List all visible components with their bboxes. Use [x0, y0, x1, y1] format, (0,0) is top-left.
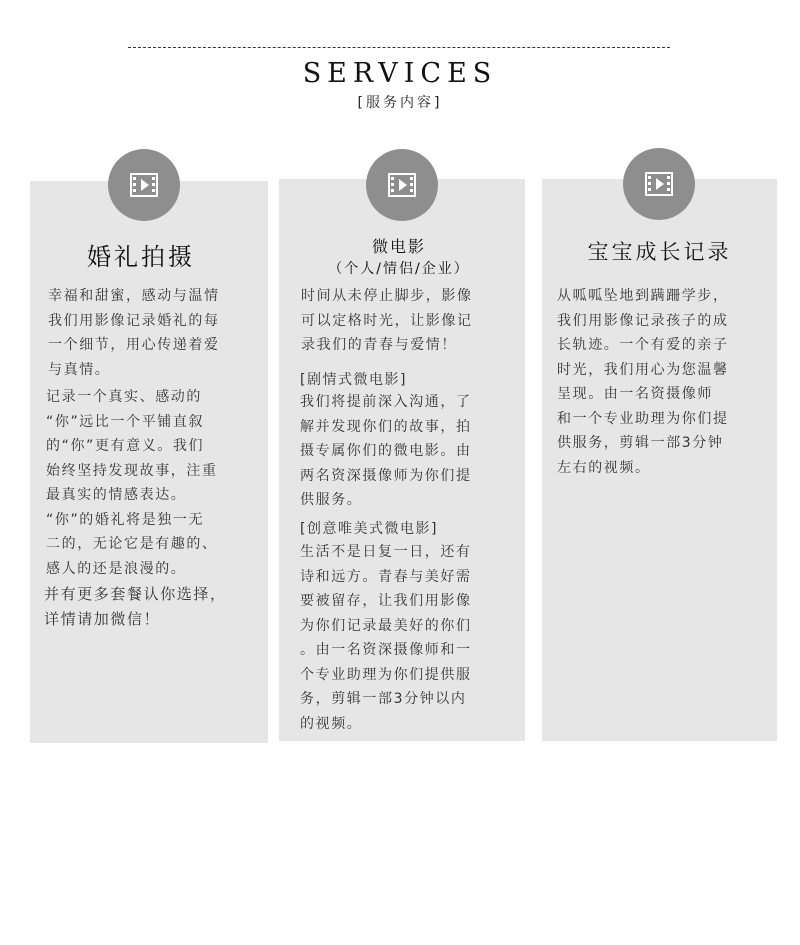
text-line: 我们用影像记录孩子的成	[557, 312, 729, 329]
card-title-wedding: 婚礼拍摄	[87, 243, 195, 271]
text-line: 呈现。由一名资摄像师	[557, 386, 713, 402]
text-line: 从呱呱坠地到蹒跚学步，	[557, 288, 729, 304]
card-text-block	[300, 390, 472, 513]
film-icon-badge	[366, 149, 438, 221]
text-line: 录我们的青春与爱情！	[301, 337, 457, 353]
text-line: 二的，无论它是有趣的、	[46, 536, 218, 552]
page-title: SERVICES	[302, 58, 498, 89]
text-line: 我们用影像记录婚礼的每	[48, 312, 220, 329]
film-icon	[130, 171, 158, 199]
film-icon-badge	[623, 148, 695, 220]
text-line: 长轨迹。一个有爱的亲子	[557, 337, 729, 353]
section-tag: [创意唯美式微电影]	[300, 521, 438, 537]
card-text-block	[557, 284, 729, 480]
text-line: 始终坚持发现故事，注重	[46, 462, 218, 479]
text-line: 我们将提前深入沟通，了	[300, 394, 472, 410]
text-line: 解并发现你们的故事，拍	[300, 418, 472, 435]
page-subtitle: [服务内容]	[357, 95, 443, 111]
card-text-block	[300, 540, 472, 736]
card-text-block	[46, 385, 218, 581]
text-line: 感人的还是浪漫的。	[46, 560, 187, 577]
text-line: 供服务，剪辑一部3分钟	[557, 435, 724, 451]
text-line: 和一个专业助理为你们提	[557, 410, 729, 427]
text-line: 供服务。	[300, 492, 363, 508]
card-text-block	[48, 284, 220, 382]
text-line: 记录一个真实、感动的	[46, 389, 202, 405]
text-line: 的“你”更有意义。我们	[46, 438, 205, 454]
text-line: 最真实的情感表达。	[46, 487, 187, 503]
film-icon	[645, 170, 673, 198]
text-line: 可以定格时光，让影像记	[301, 312, 473, 329]
text-line: “你”的婚礼将是独一无	[46, 511, 205, 528]
card-subtitle-micro-film: （个人/情侣/企业）	[328, 261, 470, 277]
text-line: 生活不是日复一日，还有	[300, 544, 472, 560]
text-line: 详情请加微信！	[44, 609, 161, 628]
card-title-baby: 宝宝成长记录	[587, 240, 732, 264]
film-icon-badge	[108, 149, 180, 221]
top-dashed-divider	[128, 47, 670, 48]
text-line: 要被留存，让我们用影像	[300, 593, 472, 609]
text-line: 时光，我们用心为您温馨	[557, 361, 729, 378]
text-line: 。由一名资深摄像师和一	[300, 642, 472, 658]
text-line: 摄专属你们的微电影。由	[300, 443, 472, 459]
text-line: 为你们记录最美好的你们	[300, 617, 472, 634]
card-text-block	[44, 582, 227, 631]
text-line: 幸福和甜蜜，感动与温情	[48, 288, 220, 304]
text-line: 时间从未停止脚步，影像	[301, 288, 473, 304]
text-line: 并有更多套餐认你选择，	[44, 585, 227, 603]
text-line: “你”远比一个平铺直叙	[46, 413, 205, 430]
card-title-micro-film: 微电影	[371, 237, 426, 256]
text-line: 务，剪辑一部3分钟以内	[300, 691, 467, 707]
card-text-block	[301, 284, 473, 358]
text-line: 的视频。	[300, 715, 363, 732]
text-line: 与真情。	[48, 361, 111, 378]
text-line: 两名资深摄像师为你们提	[300, 467, 472, 484]
section-tag: [剧情式微电影]	[300, 372, 407, 388]
film-icon	[388, 171, 416, 199]
text-line: 诗和远方。青春与美好需	[300, 568, 472, 585]
text-line: 个专业助理为你们提供服	[300, 666, 472, 683]
text-line: 左右的视频。	[557, 459, 651, 476]
text-line: 一个细节，用心传递着爱	[48, 337, 220, 353]
